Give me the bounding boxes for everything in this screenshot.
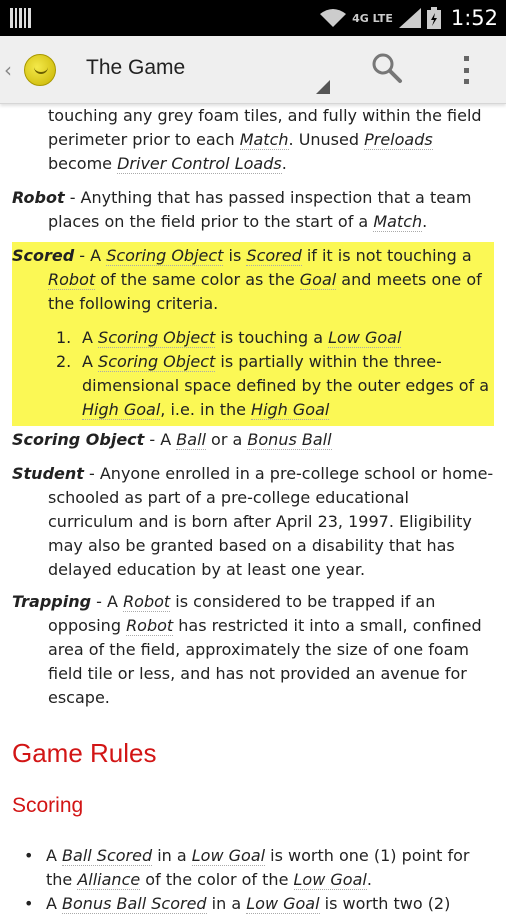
link-low-goal[interactable]: Low Goal xyxy=(328,328,402,347)
battery-icon xyxy=(427,7,441,29)
status-bar xyxy=(0,0,506,36)
link-scoring-object[interactable]: Scoring Object xyxy=(98,328,216,347)
preload-definition-tail: touching any grey foam tiles, and fully within the field perimeter prior to each Match. Unused Preloads become Driver Control Loads. xyxy=(48,106,482,173)
list-item: • A Ball Scored in a Low Goal is worth one (1) point for the Alliance of the color of the Low Goal. xyxy=(24,846,470,889)
app-logo-icon[interactable] xyxy=(24,54,56,86)
link-match[interactable]: Match xyxy=(373,212,423,231)
wifi-icon xyxy=(320,8,346,28)
scoring-heading: Scoring xyxy=(12,794,84,817)
link-match[interactable]: Match xyxy=(239,130,289,149)
scored-criteria-list xyxy=(56,326,494,422)
trapping-definition: Trapping - A Robot is considered to be trapped if an opposing Robot has restricted it into a small, confined area of the field, approximately the size of one foam field tile or less, and has not provided an avenue for escape. xyxy=(12,592,482,707)
list-item: 1. A Scoring Object is touching a Low Goal xyxy=(56,328,402,347)
link-bonus-ball[interactable]: Bonus Ball xyxy=(247,430,332,449)
link-high-goal[interactable]: High Goal xyxy=(82,400,161,419)
list-item: 2. A Scoring Object is partially within the three-dimensional space defined by the outer edges of a High Goal, i.e. in the High Goal xyxy=(56,352,490,419)
term-robot: Robot xyxy=(12,188,65,207)
link-preloads[interactable]: Preloads xyxy=(364,130,433,149)
scored-definition-highlighted: Scored - A Scoring Object is Scored if it is not touching a Robot of the same color as the Goal and meets one of the following criteria. 1. A Scoring Object is touching a Low Goal 2. A Scoring Object is partially within the three-dimensional space defined by the outer edges of a High Goal, i.e. in the High Goal xyxy=(12,242,494,426)
robot-definition: Robot - Anything that has passed inspection that a team places on the field prior to the start of a Match. xyxy=(12,188,472,231)
link-alliance[interactable]: Alliance xyxy=(77,870,141,889)
search-icon[interactable] xyxy=(370,50,404,86)
link-low-goal[interactable]: Low Goal xyxy=(293,870,367,889)
status-clock: 1:52 xyxy=(450,6,498,30)
link-scored[interactable]: Scored xyxy=(246,246,302,265)
term-scoring-object: Scoring Object xyxy=(12,430,145,449)
link-scoring-object[interactable]: Scoring Object xyxy=(98,352,216,371)
link-robot[interactable]: Robot xyxy=(48,270,96,289)
link-low-goal[interactable]: Low Goal xyxy=(246,894,320,913)
network-type-label: 4G LTE xyxy=(352,11,393,25)
game-rules-heading: Game Rules xyxy=(12,738,157,768)
list-item: • A Bonus Ball Scored in a Low Goal is worth two (2) xyxy=(24,894,451,913)
link-goal[interactable]: Goal xyxy=(299,270,337,289)
link-high-goal[interactable]: High Goal xyxy=(251,400,330,419)
page-title[interactable]: The Game xyxy=(86,56,186,79)
action-bar xyxy=(0,36,506,104)
scoring-object-definition: Scoring Object - A Ball or a Bonus Ball xyxy=(12,430,332,449)
term-student: Student xyxy=(12,464,84,483)
notification-barcode-icon xyxy=(10,8,32,28)
link-low-goal[interactable]: Low Goal xyxy=(191,846,266,865)
link-scoring-object[interactable]: Scoring Object xyxy=(106,246,224,265)
document-content xyxy=(0,104,506,913)
link-driver-control-loads[interactable]: Driver Control Loads xyxy=(117,154,282,173)
student-definition: Student - Anyone enrolled in a pre-college school or home-schooled as part of a pre-college educational curriculum and is born after April 23, 1997. Eligibility may also be granted based on a disability that has delayed education by at least one year. xyxy=(12,464,494,579)
term-trapping: Trapping xyxy=(12,592,92,611)
overflow-menu-icon[interactable] xyxy=(454,52,478,88)
scoring-bullet-list xyxy=(12,844,494,916)
link-robot[interactable]: Robot xyxy=(126,616,174,635)
link-ball[interactable]: Ball xyxy=(176,430,206,449)
link-robot[interactable]: Robot xyxy=(123,592,171,611)
spinner-dropdown-icon[interactable] xyxy=(316,80,330,94)
link-ball-scored[interactable]: Ball Scored xyxy=(62,846,153,865)
term-scored: Scored xyxy=(12,246,75,265)
link-bonus-ball-scored[interactable]: Bonus Ball Scored xyxy=(62,894,207,913)
signal-strength-icon xyxy=(399,8,421,28)
up-navigation-icon[interactable]: ‹ xyxy=(4,58,12,82)
